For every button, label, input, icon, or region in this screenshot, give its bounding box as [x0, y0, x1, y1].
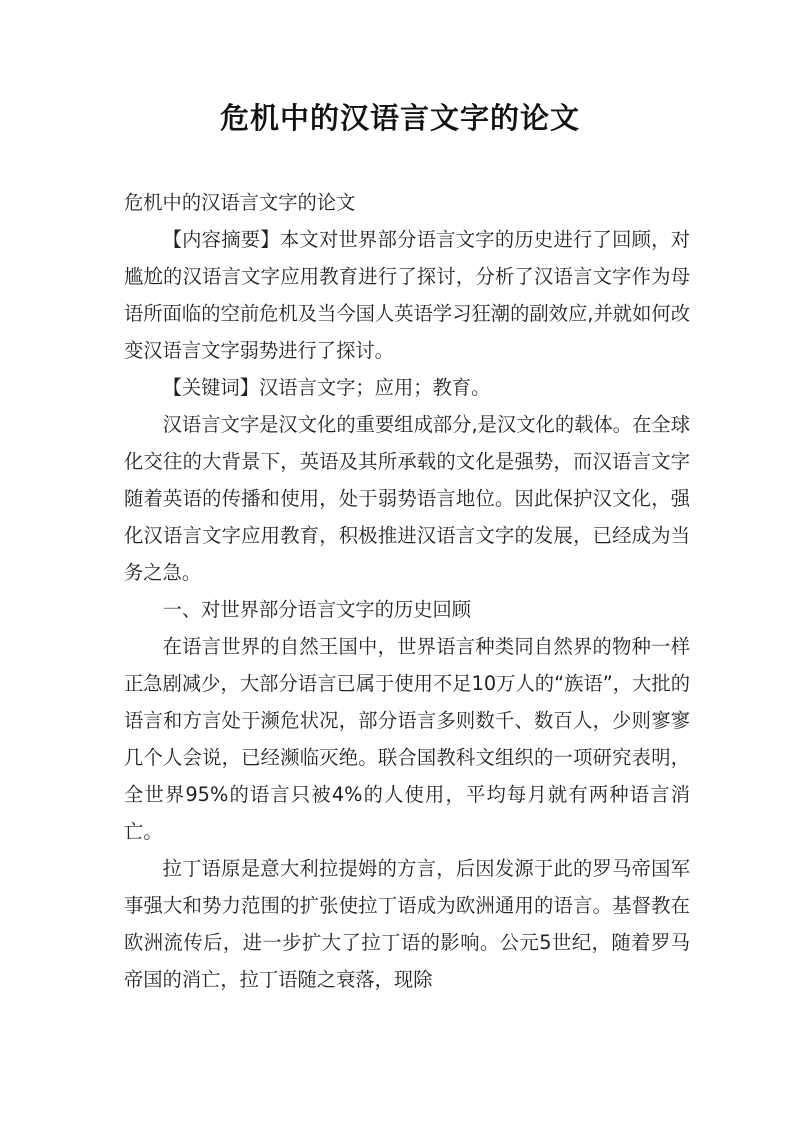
abstract-paragraph: 【内容摘要】本文对世界部分语言文字的历史进行了回顾，对尴尬的汉语言文字应用教育进行了探讨，分析了汉语言文字作为母语所面临的空前危机及当今国人英语学习狂潮的副效应,并就如何改变汉语言文字弱势进行了探讨。 — [124, 228, 690, 362]
body-paragraph: 拉丁语原是意大利拉提姆的方言，后因发源于此的罗马帝国军事强大和势力范围的扩张使拉丁语成为欧洲通用的语言。基督教在欧洲流传后，进一步扩大了拉丁语的影响。公元5世纪，随着罗马帝国的消亡，拉丁语随之衰落，现除 — [124, 857, 690, 991]
section-heading: 一、对世界部分语言文字的历史回顾 — [162, 598, 472, 621]
body-paragraph: 在语言世界的自然王国中，世界语言种类同自然界的物种一样正急剧减少，大部分语言已属于使用不足10万人的“族语”，大批的语言和方言处于濒危状况，部分语言多则数千、数百人，少则寥寥几个人会说，已经濒临灭绝。联合国教科文组织的一项研究表明，全世界95%的语言只被4%的人使用，平均每月就有两种语言消亡。 — [124, 635, 690, 843]
document-title: 危机中的汉语言文字的论文 — [219, 101, 580, 135]
document-body — [124, 184, 690, 998]
document-subtitle: 危机中的汉语言文字的论文 — [124, 191, 356, 214]
intro-paragraph: 汉语言文字是汉文化的重要组成部分,是汉文化的载体。在全球化交往的大背景下，英语及其所承载的文化是强势，而汉语言文字随着英语的传播和使用，处于弱势语言地位。因此保护汉文化，强化汉语言文字应用教育，积极推进汉语言文字的发展，已经成为当务之急。 — [124, 413, 690, 584]
keywords-paragraph: 【关键词】汉语言文字；应用；教育。 — [162, 376, 491, 399]
